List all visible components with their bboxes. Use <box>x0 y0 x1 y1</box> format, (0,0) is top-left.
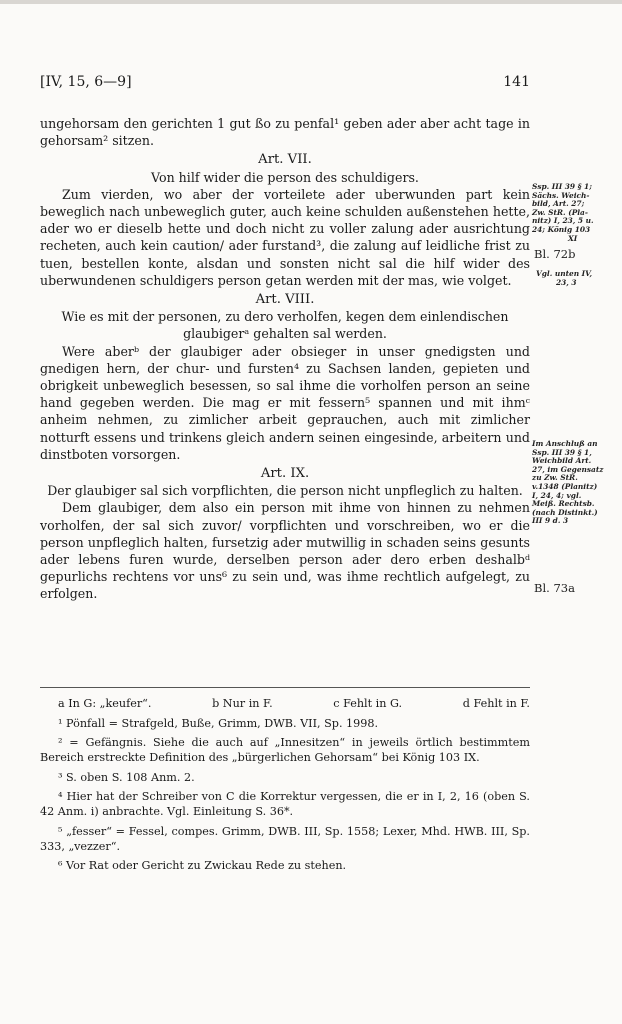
article-9-text: Dem glaubiger, dem also ein person mit ihme von hinnen zu nehmen vorholfen, der sal sich zuvor/ vorpflichten und vorschreiben, wo er die person unpfleglich halten, fursetzig ader mutwillig in schaden seins gesunts ader lebens furen wurde, derselben person ader dero erben deshalbᵈ gepurlichs rechtens vor uns⁶ zu sein und, was ihme rechtlich aufgelegt, zu erfolgen. <box>40 500 530 602</box>
note-b: b Nur in F. <box>212 697 273 710</box>
main-text <box>40 115 530 603</box>
footnote-divider <box>40 687 530 688</box>
margin-line: XI <box>568 233 578 243</box>
footnote-5: ⁵ „fesser“ = Fessel, compes. Grimm, DWB. III, Sp. 1558; Lexer, Mhd. HWB. III, Sp. 333, „vezzer“. <box>40 824 530 853</box>
page-number: 141 <box>503 74 530 90</box>
margin-line: (nach Distinkt.) <box>532 507 598 517</box>
article-7-text: Zum vierden, wo aber der vorteilete ader uberwunden part kein beweglich nach unbeweglich guter, auch keine schulden außenstehen hette, ader wo er dieselb hette und doch nicht zu voller zalung ader ausrichtung recheten, auch kein caution/ ader furstand³, die zalung auf leidliche frist zu tuen, bestellen konte, alsdan und sonsten nicht sal die hilf wider des uberwundenen schuldigers person getan werden mit der mas, wie volget. <box>40 186 530 288</box>
margin-line: 23, 3 <box>556 277 577 287</box>
margin-line: zu Zw. StR. <box>532 473 578 483</box>
margin-folio-72b: Bl. 72b <box>534 247 576 261</box>
margin-line: nitz) I, 23, 5 u. <box>532 216 594 226</box>
margin-line: I, 24, 4; vgl. <box>532 490 582 500</box>
margin-note-ssp <box>532 183 620 243</box>
intro-paragraph: ungehorsam den gerichten 1 gut ßo zu penfal¹ geben ader aber acht tage in gehorsam² sitzen. <box>40 116 530 149</box>
margin-note-vgl <box>536 270 616 287</box>
article-8-heading: Art. VIII. <box>255 292 315 308</box>
margin-line: bild, Art. 27; <box>532 199 585 209</box>
margin-line: Weichbild Art. <box>532 456 592 466</box>
page-top-edge <box>0 0 622 4</box>
note-d: d Fehlt in F. <box>462 697 530 710</box>
header-reference: [IV, 15, 6—9] <box>40 74 132 90</box>
margin-line: Ssp. III 39 § 1; <box>532 182 592 191</box>
footnote-1: ¹ Pönfall = Strafgeld, Buße, Grimm, DWB. VII, Sp. 1998. <box>58 716 379 730</box>
margin-line: Sächs. Weich- <box>532 190 590 200</box>
margin-line: Zw. StR. (Pla- <box>532 207 588 217</box>
margin-line: 24; König 103 <box>532 224 591 234</box>
article-8-text: Were aberᵇ der glaubiger ader obsieger in unser gnedigsten und gnedigen hern, der chur- und fursten⁴ zu Sachsen landen, gepieten und obrigkeit unbeweglich besessen, so sal ihme die vorholfen person an seine hand gegeben werden. Die mag er mit fessern⁵ spannen und mit ihmᶜ anheim nehmen, zu zimlicher arbeit geprauchen, auch mit zimlicher notturft essens und trinkens gleich andern seinen eingesinde, arbeitern und dinstboten vorsorgen. <box>40 343 530 462</box>
margin-line: III 9 d. 3 <box>532 516 569 526</box>
article-9-title: Der glaubiger sal sich vorpflichten, die person nicht unpfleglich zu halten. <box>47 483 523 499</box>
article-7-title: Von hilf wider die person des schuldigers. <box>151 169 419 185</box>
margin-line: v.1348 (Planitz) <box>532 481 598 491</box>
footnotes <box>40 696 530 878</box>
margin-line: 27, im Gegensatz <box>532 464 604 474</box>
letter-notes-row <box>40 696 530 711</box>
article-8-title: Wie es mit der personen, zu dero verholfen, kegen dem einlendischen glaubigerᵃ gehalten sal werden. <box>61 309 509 342</box>
footnote-2: ² = Gefängnis. Siehe die auch auf „Innesitzen“ in jeweils örtlich bestimmtem Bereich erstreckte Definition des „bürgerlichen Gehorsam“ bei König 103 IX. <box>40 736 530 764</box>
footnote-6: ⁶ Vor Rat oder Gericht zu Zwickau Rede zu stehen. <box>58 859 347 872</box>
margin-line: Meiß. Rechtsb. <box>532 499 595 509</box>
margin-line: Ssp. III 39 § 1, <box>532 447 592 457</box>
article-7-heading: Art. VII. <box>258 152 312 168</box>
margin-note-anschluss <box>532 440 620 526</box>
margin-line: Vgl. unten IV, <box>536 269 593 278</box>
margin-folio-73a: Bl. 73a <box>534 581 575 595</box>
footnote-3: ³ S. oben S. 108 Anm. 2. <box>58 770 195 784</box>
note-c: c Fehlt in G. <box>333 697 403 710</box>
note-a: a In G: „keufer“. <box>58 697 152 710</box>
footnote-4: ⁴ Hier hat der Schreiber von C die Korrektur vergessen, die er in I, 2, 16 (oben S. 42 Anm. i) anbrachte. Vgl. Einleitung S. 36*. <box>40 790 530 818</box>
article-9-heading: Art. IX. <box>260 466 310 482</box>
margin-line: Im Anschluß an <box>532 439 598 448</box>
